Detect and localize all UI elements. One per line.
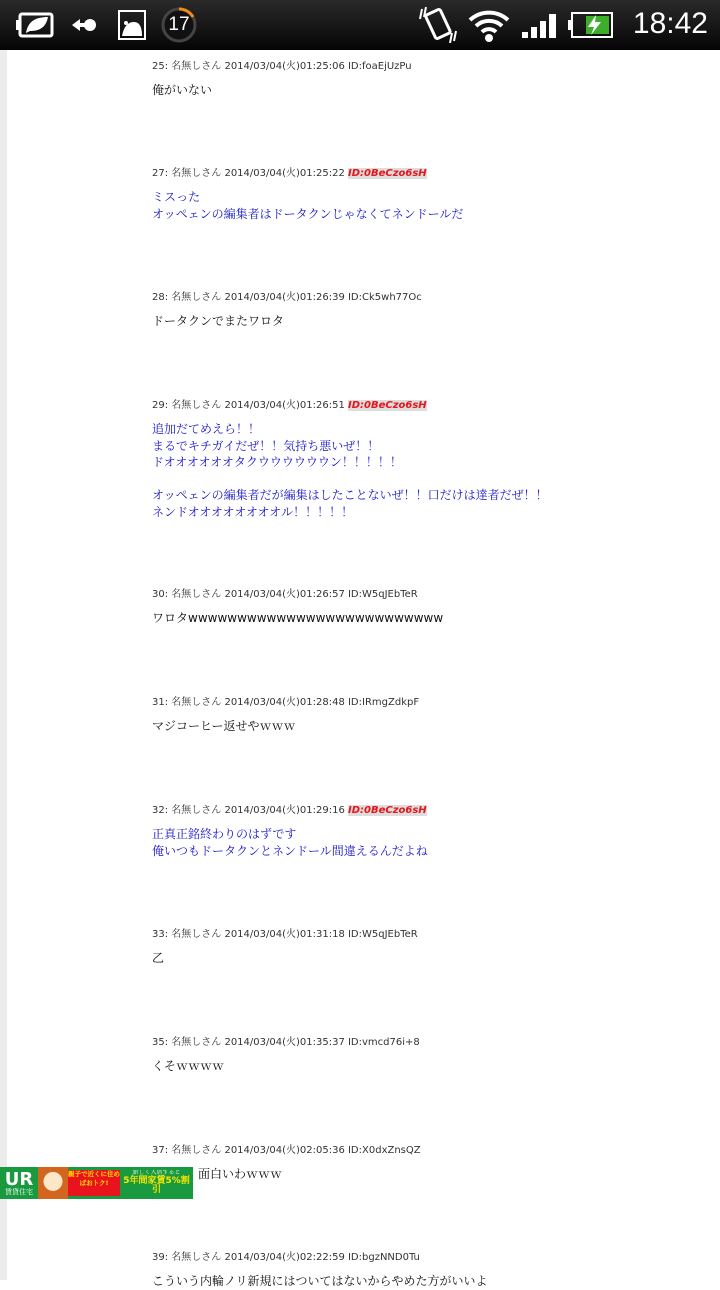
post-body: 面白いわｗｗｗ (198, 1167, 283, 1181)
post-id[interactable]: ID:0BeCzo6sH (347, 168, 427, 179)
post (152, 928, 710, 967)
post-header (152, 399, 710, 413)
post-id[interactable]: ID:W5qJEbTeR (347, 929, 418, 940)
post-meta: 33: 名無しさん 2014/03/04(火)01:31:18 (152, 929, 348, 940)
post-id[interactable]: ID:0BeCzo6sH (347, 805, 427, 816)
status-bar (0, 0, 720, 50)
post-body: ミスった オッペェンの編集者はドータクンじゃなくてネンドールだ (152, 190, 464, 221)
post-header (152, 588, 710, 602)
post-header (152, 928, 710, 942)
post-header (152, 804, 710, 818)
post (152, 60, 710, 99)
post-id[interactable]: ID:Ck5wh77Oc (347, 292, 422, 303)
post (152, 1036, 710, 1075)
post-body: こういう内輪ノリ新規にはついてはないからやめた方がいいよ (152, 1274, 488, 1288)
post-header (152, 291, 710, 305)
post-body: ワロタwwwwwwwwwwwwwwwwwwwwwwwwww (152, 611, 444, 625)
wifi-icon (468, 10, 510, 40)
post-meta: 32: 名無しさん 2014/03/04(火)01:29:16 (152, 805, 348, 816)
post-body: くそｗｗｗｗ (152, 1059, 225, 1073)
post (152, 167, 710, 222)
post-header (152, 1251, 710, 1265)
post-body: マジコーヒー返せやｗｗｗ (152, 719, 296, 733)
battery-charging-icon (568, 10, 614, 40)
notification-count-icon (160, 10, 198, 40)
post-id[interactable]: ID:0BeCzo6sH (347, 400, 427, 411)
post (152, 291, 710, 330)
signal-icon (522, 10, 558, 40)
post-meta: 27: 名無しさん 2014/03/04(火)01:25:22 (152, 168, 348, 179)
post-meta: 29: 名無しさん 2014/03/04(火)01:26:51 (152, 400, 348, 411)
post-id[interactable]: ID:foaEjUzPu (347, 61, 412, 72)
post (152, 1251, 710, 1290)
back-arrow-icon (72, 10, 96, 40)
post-id[interactable]: ID:W5qJEbTeR (347, 589, 418, 600)
post-header (152, 696, 710, 710)
post-header (152, 167, 710, 181)
ad-character-illustration (38, 1167, 68, 1199)
ad-copy: 親子で近くに住めばおトク! (68, 1170, 120, 1196)
post (152, 588, 710, 627)
post-meta: 30: 名無しさん 2014/03/04(火)01:26:57 (152, 589, 348, 600)
ad-offer-lead: 新しく入居すると (132, 1170, 181, 1177)
post-meta: 31: 名無しさん 2014/03/04(火)01:28:48 (152, 697, 348, 708)
post-meta: 25: 名無しさん 2014/03/04(火)01:25:06 (152, 61, 348, 72)
post (152, 804, 710, 859)
post-id[interactable]: ID:vmcd76i+8 (347, 1037, 420, 1048)
clock: 18:42 (632, 7, 708, 40)
post (152, 399, 710, 520)
post-body: 追加だてめえら！！ まるでキチガイだぜ！！気持ち悪いぜ！！ ドオオオオオオタクウウウウウウン！！！！！ オッペェンの編集者だが編集はしたことないぜ！！口だけは達者だぜ！！ ネンドオオオオオオオオル！！！！！ (152, 422, 548, 519)
ad-banner[interactable] (0, 1167, 193, 1199)
post (152, 696, 710, 735)
post-id[interactable]: ID:X0dxZnsQZ (347, 1145, 421, 1156)
post-body: 乙 (152, 951, 165, 965)
ad-offer (120, 1170, 193, 1195)
ad-offer-main: 5年間家賃5%割引 (123, 1175, 190, 1196)
ad-brand: UR (4, 1168, 34, 1190)
post-body: 正真正銘終わりのはずです 俺いつもドータクンとネンドール間違えるんだよね (152, 827, 428, 858)
post-header (152, 1144, 710, 1158)
post-header (152, 1036, 710, 1050)
post-meta: 37: 名無しさん 2014/03/04(火)02:05:36 (152, 1145, 348, 1156)
post-meta: 35: 名無しさん 2014/03/04(火)01:35:37 (152, 1037, 348, 1048)
left-scroll-edge (0, 50, 7, 1280)
ad-brand-sub: 賃貸住宅 (5, 1187, 33, 1196)
post-id[interactable]: ID:bgzNND0Tu (347, 1252, 420, 1263)
post-body: 俺がいない (152, 83, 213, 97)
post-meta: 28: 名無しさん 2014/03/04(火)01:26:39 (152, 292, 348, 303)
ad-logo (0, 1168, 38, 1196)
post-header (152, 60, 710, 74)
notification-count: 17 (168, 14, 190, 35)
post-meta: 39: 名無しさん 2014/03/04(火)02:22:59 (152, 1252, 348, 1263)
eco-battery-icon (16, 10, 56, 40)
image-icon (118, 10, 146, 40)
vibrate-icon (418, 10, 458, 40)
post-body: ドータクンでまたワロタ (152, 314, 285, 328)
post-id[interactable]: ID:IRmgZdkpF (347, 697, 420, 708)
post (152, 1144, 710, 1183)
